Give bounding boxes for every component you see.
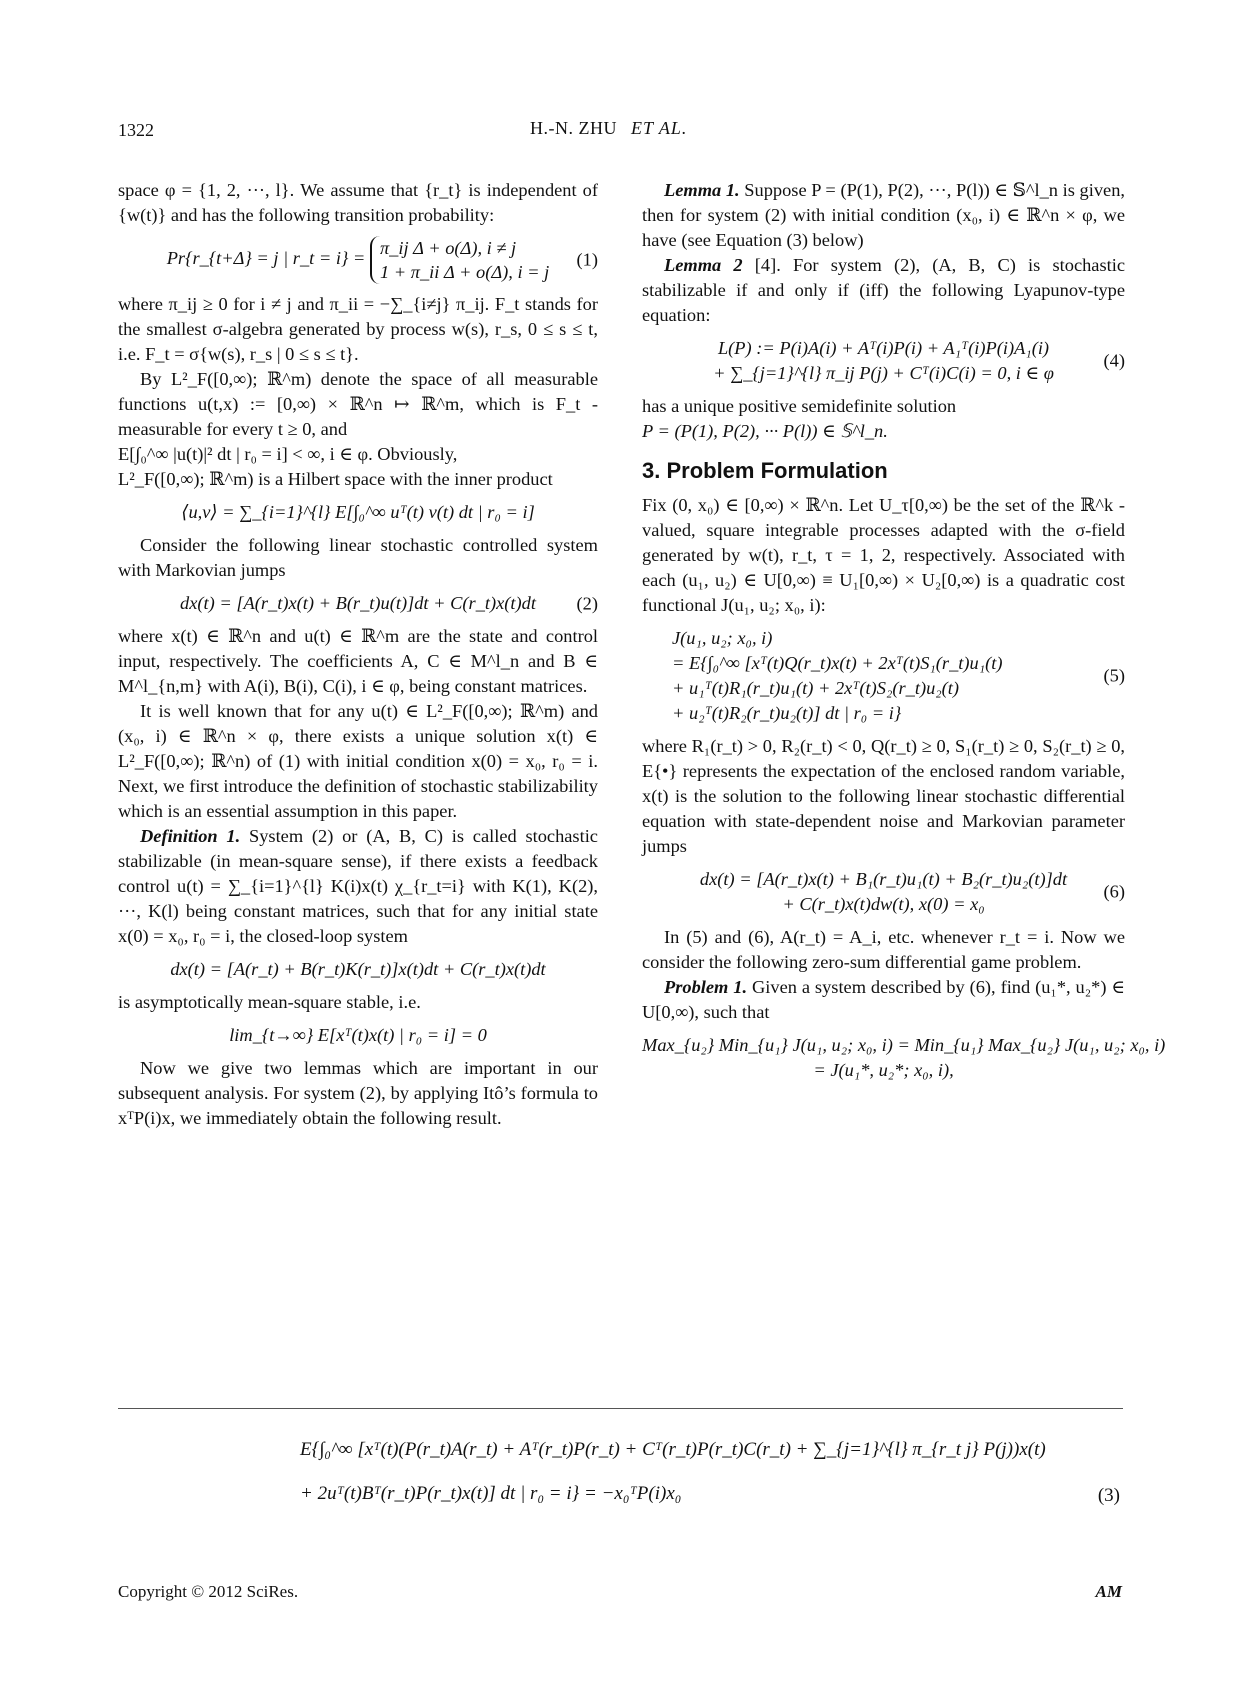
equation-number: (6) (1103, 881, 1125, 902)
paragraph: P = (P(1), P(2), ··· P(l)) ∈ 𝕊^l_n. (642, 421, 888, 441)
equation-closed-loop: dx(t) = [A(r_t) + B(r_t)K(r_t)]x(t)dt + C(r_t)x(t)dt (170, 959, 546, 979)
equation-4-line: + ∑_{j=1}^{l} π_ij P(j) + Cᵀ(i)C(i) = 0, i ∈ φ (713, 363, 1054, 383)
problem-text: Given a system described by (6), find (u₁*, u₂*) ∈ U[0,∞), such that (642, 977, 1125, 1022)
equation-5-line: + u₂ᵀ(t)R₂(r_t)u₂(t)] dt | r₀ = i} (672, 703, 902, 723)
equation-2-body: dx(t) = [A(r_t)x(t) + B(r_t)u(t)]dt + C(r_t)x(t)dt (180, 593, 536, 613)
lemma-label: Lemma 2 (664, 255, 743, 275)
paragraph: Fix (0, x₀) ∈ [0,∞) × ℝ^n. Let U_τ[0,∞) be the set of the ℝ^k -valued, square integrable processes adapted with the σ-field generated by w(t), r_t, τ = 1, 2, respectively. Associated with each (u₁, u₂) ∈ U[0,∞) ≡ U₁[0,∞) × U₂[0,∞) is a quadratic cost functional J(u₁, u₂; x₀, i): (642, 495, 1125, 615)
journal-abbrev: AM (1095, 1582, 1122, 1601)
running-header (530, 118, 687, 139)
footnote-divider (118, 1408, 1123, 1409)
equation-game (642, 1033, 1166, 1083)
right-column (642, 178, 1166, 1091)
equation-inner-product: ⟨u,v⟩ = ∑_{i=1}^{l} E[∫₀^∞ uᵀ(t) v(t) dt | r₀ = i] (181, 502, 535, 522)
left-column (118, 178, 598, 1131)
equation-3-line: + 2uᵀ(t)Bᵀ(r_t)P(r_t)x(t)] dt | r₀ = i} = −x₀ᵀP(i)x₀ (300, 1483, 682, 1504)
equation-5 (642, 626, 1125, 726)
paragraph: space φ = {1, 2, ···, l}. We assume that {r_t} is independent of {w(t)} and has the following transition probability: (118, 180, 598, 225)
equation-4 (642, 336, 1125, 386)
equation-number: (4) (1103, 350, 1125, 371)
equation-3 (300, 1428, 1120, 1516)
equation-5-line: + u₁ᵀ(t)R₁(r_t)u₁(t) + 2xᵀ(t)S₂(r_t)u₂(t) (672, 678, 960, 698)
paragraph: has a unique positive semidefinite solution (642, 396, 957, 416)
paragraph: where R₁(r_t) > 0, R₂(r_t) < 0, Q(r_t) ≥ 0, S₁(r_t) ≥ 0, S₂(r_t) ≥ 0, E{•} represents the expectation of the enclosed random variable, x(t) is the solution to the following linear stochastic differential equation with state-dependent noise and Markovian parameter jumps (642, 736, 1125, 856)
equation-number: (1) (576, 249, 598, 270)
equation-number: (2) (576, 593, 598, 613)
section-heading: 3. Problem Formulation (642, 458, 888, 483)
problem-label: Problem 1. (664, 977, 748, 997)
paragraph: It is well known that for any u(t) ∈ L²_F([0,∞); ℝ^m) and (x₀, i) ∈ ℝ^n × φ, there exists a unique solution x(t) ∈ L²_F([0,∞); ℝ^n) of (1) with initial condition x(0) = x₀, r₀ = i. Next, we first introduce the definition of stochastic stabilizability which is an essential assumption in this paper. (118, 701, 598, 821)
lemma-2 (642, 253, 1125, 328)
equation-number: (5) (1103, 665, 1125, 686)
equation-6-line: dx(t) = [A(r_t)x(t) + B₁(r_t)u₁(t) + B₂(r_t)u₂(t)]dt (699, 869, 1068, 889)
lemma-text: Suppose P = (P(1), P(2), ···, P(l)) ∈ 𝕊^l_n is given, then for system (2) with initial condition (x₀, i) ∈ ℝ^n × φ, we have (see Equation (3) below) (642, 180, 1125, 250)
equation-5-line: J(u₁, u₂; x₀, i) (672, 628, 773, 648)
paragraph: Now we give two lemmas which are important in our subsequent analysis. For system (2), by applying Itô’s formula to xᵀP(i)x, we immediately obtain the following result. (118, 1058, 598, 1128)
equation-limit: lim_{t→∞} E[xᵀ(t)x(t) | r₀ = i] = 0 (229, 1025, 487, 1045)
lemma-1 (642, 178, 1125, 253)
equation-6-line: + C(r_t)x(t)dw(t), x(0) = x₀ (782, 894, 985, 914)
equation-3-line: E{∫₀^∞ [xᵀ(t)(P(r_t)A(r_t) + Aᵀ(r_t)P(r_t) + Cᵀ(r_t)P(r_t)C(r_t) + ∑_{j=1}^{l} π_{r_t j} P(j))x(t) (300, 1439, 1046, 1460)
paragraph: E[∫₀^∞ |u(t)|² dt | r₀ = i] < ∞, i ∈ φ. Obviously, (118, 444, 458, 464)
page-number: 1322 (118, 120, 154, 140)
paragraph: where x(t) ∈ ℝ^n and u(t) ∈ ℝ^m are the state and control input, respectively. The coefficients A, C ∈ M^l_n and B ∈ M^l_{n,m} with A(i), B(i), C(i), i ∈ φ, being constant matrices. (118, 626, 598, 696)
equation-1-case: π_ij Δ + o(Δ), i ≠ j (379, 238, 517, 258)
equation-1-lhs: Pr{r_{t+Δ} = j | r_t = i} = (166, 248, 366, 269)
equation-1-case: 1 + π_ii Δ + o(Δ), i = j (379, 262, 550, 282)
equation-2 (118, 591, 598, 616)
equation-5-line: = E{∫₀^∞ [xᵀ(t)Q(r_t)x(t) + 2xᵀ(t)S₁(r_t)u₁(t) (672, 653, 1003, 673)
copyright: Copyright © 2012 SciRes. (118, 1582, 299, 1601)
equation-game-line: = J(u₁*, u₂*; x₀, i), (813, 1060, 954, 1080)
paragraph: In (5) and (6), A(r_t) = A_i, etc. whenever r_t = i. Now we consider the following zero-sum differential game problem. (642, 927, 1125, 972)
paragraph: where π_ij ≥ 0 for i ≠ j and π_ii = −∑_{i≠j} π_ij. F_t stands for the smallest σ-algebra generated by process w(s), r_s, 0 ≤ s ≤ t, i.e. F_t = σ{w(s), r_s | 0 ≤ s ≤ t}. (118, 294, 598, 364)
paragraph: L²_F([0,∞); ℝ^m) is a Hilbert space with the inner product (118, 469, 553, 489)
equation-1-cases (370, 236, 549, 284)
equation-game-line: Max_{u₂} Min_{u₁} J(u₁, u₂; x₀, i) = Min_{u₁} Max_{u₂} J(u₁, u₂; x₀, i) (642, 1035, 1166, 1055)
definition-text: System (2) or (A, B, C) is called stochastic stabilizable (in mean-square sense), if there exists a feedback control u(t) = ∑_{i=1}^{l} K(i)x(t) χ_{r_t=i} with K(1), K(2), ···, K(l) being constant matrices, such that for any initial state x(0) = x₀, r₀ = i, the closed-loop system (118, 826, 598, 946)
equation-number: (3) (1097, 1485, 1120, 1506)
equation-1 (118, 236, 598, 284)
definition-label: Definition 1. (140, 826, 241, 846)
header-authors: H.-N. ZHU (530, 118, 617, 138)
paragraph: is asymptotically mean-square stable, i.e. (118, 992, 421, 1012)
problem-1 (642, 975, 1125, 1025)
lemma-label: Lemma 1. (664, 180, 740, 200)
header-authors-suffix: ET AL. (631, 118, 688, 138)
definition-1 (118, 824, 598, 949)
paragraph: Consider the following linear stochastic controlled system with Markovian jumps (118, 535, 598, 580)
equation-4-line: L(P) := P(i)A(i) + Aᵀ(i)P(i) + A₁ᵀ(i)P(i)A₁(i) (717, 338, 1050, 358)
paragraph: By L²_F([0,∞); ℝ^m) denote the space of all measurable functions u(t,x) := [0,∞) × ℝ^n ↦ ℝ^m, which is F_t -measurable for every t ≥ 0, and (118, 369, 598, 439)
lemma-text: [4]. For system (2), (A, B, C) is stochastic stabilizable if and only if (iff) the following Lyapunov-type equation: (642, 255, 1125, 325)
equation-6 (642, 867, 1125, 917)
